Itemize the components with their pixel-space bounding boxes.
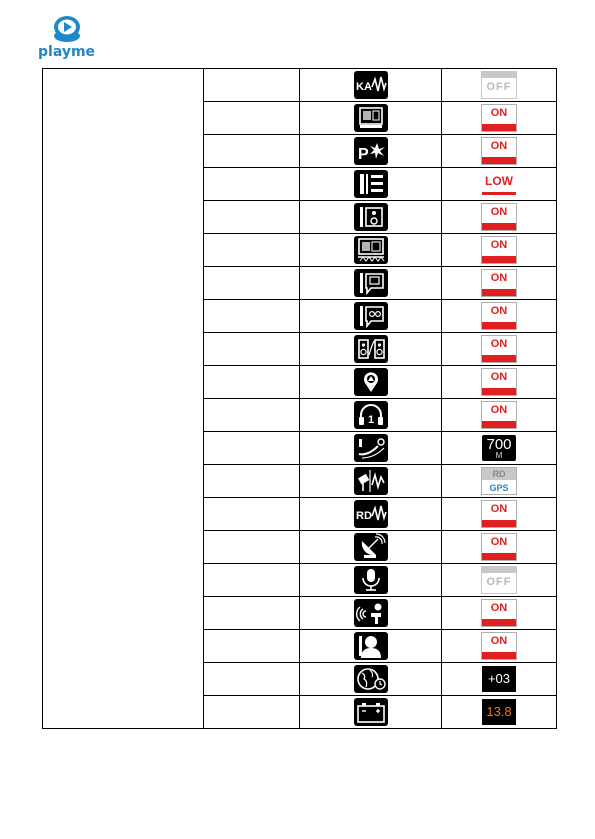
state-on-indicator <box>481 302 517 330</box>
state-bar <box>482 355 516 362</box>
parameter-name-cell <box>204 564 300 597</box>
state-cell <box>442 267 557 300</box>
icon-cell <box>300 465 442 498</box>
parameter-name-cell <box>204 366 300 399</box>
state-bar <box>482 192 516 195</box>
brand-name: playme <box>38 44 96 60</box>
state-label: OFF <box>486 81 512 93</box>
svg-text:1: 1 <box>367 414 374 426</box>
state-cell <box>442 399 557 432</box>
rd-signal-icon <box>354 500 388 528</box>
state-label: ON <box>490 404 508 416</box>
state-on-indicator <box>481 269 517 297</box>
icon-cell <box>300 630 442 663</box>
brightness-level-icon <box>354 170 388 198</box>
speech-screen-icon <box>354 269 388 297</box>
state-cell <box>442 498 557 531</box>
icon-cell <box>300 531 442 564</box>
icon-cell <box>300 234 442 267</box>
parameter-name-cell <box>204 432 300 465</box>
parameter-name-cell <box>204 135 300 168</box>
timezone-value: +03 <box>487 671 511 686</box>
parameter-name-cell <box>204 168 300 201</box>
speakers-icon <box>354 335 388 363</box>
parameter-name-cell <box>204 498 300 531</box>
distance-indicator <box>482 435 516 461</box>
voltage-value: 13.8 <box>486 704 512 719</box>
state-on-indicator <box>481 632 517 660</box>
parameter-name-cell <box>204 663 300 696</box>
state-bar <box>482 72 516 78</box>
state-off-indicator <box>481 566 517 594</box>
settings-table <box>42 68 557 729</box>
icon-cell <box>300 333 442 366</box>
parameter-name-cell <box>204 696 300 729</box>
state-bar <box>482 567 516 573</box>
icon-cell <box>300 564 442 597</box>
brand-logo <box>38 14 100 60</box>
state-label: ON <box>490 371 508 383</box>
state-cell <box>442 564 557 597</box>
state-on-indicator <box>481 104 517 132</box>
state-on-indicator <box>481 401 517 429</box>
state-label: OFF <box>486 576 512 588</box>
state-label: ON <box>490 107 508 119</box>
state-cell <box>442 366 557 399</box>
state-bar <box>482 421 516 428</box>
state-on-indicator <box>481 236 517 264</box>
svg-text:RD: RD <box>355 510 372 522</box>
parameter-name-cell <box>204 201 300 234</box>
state-label: ON <box>490 635 508 647</box>
state-cell <box>442 201 557 234</box>
rd-label: RD <box>482 468 516 480</box>
state-cell <box>442 300 557 333</box>
parameter-group-cell <box>43 69 204 729</box>
parameter-name-cell <box>204 531 300 564</box>
state-on-indicator <box>481 500 517 528</box>
state-bar <box>482 256 516 263</box>
table-row <box>43 69 557 102</box>
voice-person-icon <box>354 599 388 627</box>
state-cell <box>442 69 557 102</box>
svg-text:KA: KA <box>355 81 372 93</box>
distance-unit: M <box>495 451 503 460</box>
state-cell <box>442 465 557 498</box>
icon-cell <box>300 267 442 300</box>
state-on-indicator <box>481 203 517 231</box>
icon-cell <box>300 69 442 102</box>
state-on-indicator <box>481 368 517 396</box>
state-bar <box>482 322 516 329</box>
state-bar <box>482 520 516 527</box>
state-cell <box>442 531 557 564</box>
parameter-name-cell <box>204 630 300 663</box>
state-low-indicator <box>482 171 516 197</box>
state-cell <box>442 432 557 465</box>
state-bar <box>482 157 516 164</box>
icon-cell <box>300 201 442 234</box>
icon-cell <box>300 366 442 399</box>
voltage-indicator <box>482 699 516 725</box>
parameter-name-cell <box>204 102 300 135</box>
state-on-indicator <box>481 137 517 165</box>
state-cell <box>442 168 557 201</box>
settings-table-body <box>43 69 557 729</box>
parameter-name-cell <box>204 300 300 333</box>
distance-value: 700 <box>486 436 512 453</box>
state-on-indicator <box>481 533 517 561</box>
satellite-signal-icon <box>354 467 388 495</box>
screen-stand-icon <box>354 236 388 264</box>
state-label: ON <box>490 536 508 548</box>
state-cell <box>442 102 557 135</box>
state-label: ON <box>490 206 508 218</box>
icon-cell <box>300 597 442 630</box>
voice-recorder-icon <box>354 302 388 330</box>
distance-route-icon <box>354 434 388 462</box>
battery-icon <box>354 698 388 726</box>
state-label: ON <box>490 338 508 350</box>
person-silhouette-icon <box>354 632 388 660</box>
microphone-icon <box>354 566 388 594</box>
icon-cell <box>300 696 442 729</box>
state-cell <box>442 663 557 696</box>
icon-cell <box>300 432 442 465</box>
state-label: ON <box>490 305 508 317</box>
rd-gps-indicator <box>481 467 517 495</box>
state-cell <box>442 630 557 663</box>
state-bar <box>482 553 516 560</box>
gps-label: GPS <box>489 483 509 493</box>
state-bar <box>482 619 516 626</box>
state-cell <box>442 135 557 168</box>
state-bar <box>482 124 516 131</box>
icon-cell <box>300 663 442 696</box>
state-cell <box>442 597 557 630</box>
state-cell <box>442 333 557 366</box>
state-cell <box>442 696 557 729</box>
icon-cell <box>300 102 442 135</box>
icon-cell <box>300 399 442 432</box>
timezone-indicator <box>482 666 516 692</box>
icon-cell <box>300 300 442 333</box>
svg-text:P: P <box>357 146 369 163</box>
state-label: ON <box>490 140 508 152</box>
state-label: ON <box>490 239 508 251</box>
parameter-name-cell <box>204 69 300 102</box>
state-label: ON <box>490 602 508 614</box>
parameter-name-cell <box>204 597 300 630</box>
state-cell <box>442 234 557 267</box>
display-screen-icon <box>354 104 388 132</box>
state-bar <box>482 289 516 296</box>
icon-cell <box>300 498 442 531</box>
state-off-indicator <box>481 71 517 99</box>
state-bar <box>482 652 516 659</box>
state-bar <box>482 388 516 395</box>
state-on-indicator <box>481 599 517 627</box>
state-bar <box>482 223 516 230</box>
icon-cell <box>300 135 442 168</box>
location-pin-icon <box>354 368 388 396</box>
parameter-name-cell <box>204 234 300 267</box>
globe-clock-icon <box>354 665 388 693</box>
parameter-name-cell <box>204 267 300 300</box>
speaker-box-icon <box>354 203 388 231</box>
state-on-indicator <box>481 335 517 363</box>
satellite-dish-icon <box>354 533 388 561</box>
parameter-name-cell <box>204 333 300 366</box>
headphones-icon <box>354 401 388 429</box>
parking-flash-icon <box>354 137 388 165</box>
icon-cell <box>300 168 442 201</box>
state-label: ON <box>490 272 508 284</box>
ka-signal-icon <box>354 71 388 99</box>
state-label: ON <box>490 503 508 515</box>
play-logo-icon <box>52 14 82 44</box>
parameter-name-cell <box>204 399 300 432</box>
parameter-name-cell <box>204 465 300 498</box>
state-label: LOW <box>485 174 513 188</box>
